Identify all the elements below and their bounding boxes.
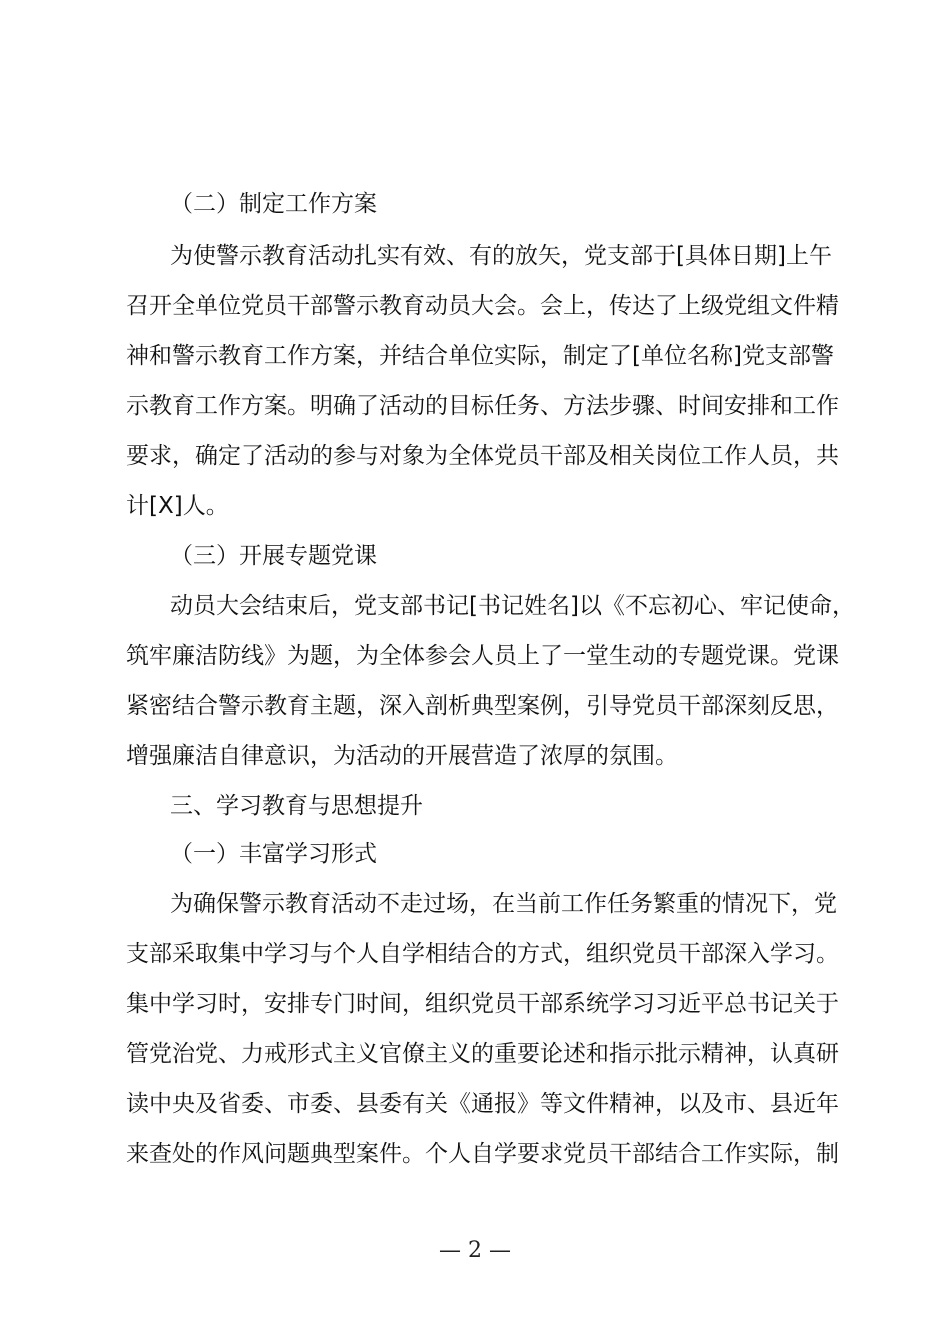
paragraph-line: 示教育工作方案。明确了活动的目标任务、方法步骤、时间安排和工作 [126, 393, 839, 419]
paragraph-line: 为使警示教育活动扎实有效、有的放矢，党支部于[具体日期]上午 [170, 243, 832, 269]
section-heading-1: （一）丰富学习形式 [170, 841, 377, 867]
paragraph-line: 动员大会结束后，党支部书记[书记姓名]以《不忘初心、牢记使命， [170, 593, 855, 619]
paragraph-line: 支部采取集中学习与个人自学相结合的方式，组织党员干部深入学习。 [126, 941, 839, 967]
paragraph-line: 紧密结合警示教育主题，深入剖析典型案例，引导党员干部深刻反思， [126, 693, 839, 719]
paragraph-line: 筑牢廉洁防线》为题，为全体参会人员上了一堂生动的专题党课。党课 [126, 643, 839, 669]
paragraph-line: 集中学习时，安排专门时间，组织党员干部系统学习习近平总书记关于 [126, 991, 839, 1017]
paragraph-line: 管党治党、力戒形式主义官僚主义的重要论述和指示批示精神，认真研 [126, 1041, 839, 1067]
paragraph-line: 计[X]人。 [126, 493, 229, 519]
section-heading-3: （三）开展专题党课 [170, 543, 377, 569]
paragraph-line: 召开全单位党员干部警示教育动员大会。会上，传达了上级党组文件精 [126, 293, 839, 319]
page-number: — 2 — [439, 1238, 511, 1263]
paragraph-line: 来查处的作风问题典型案件。个人自学要求党员干部结合工作实际，制 [126, 1141, 839, 1167]
paragraph-line: 为确保警示教育活动不走过场，在当前工作任务繁重的情况下，党 [170, 891, 837, 917]
section-heading-2: （二）制定工作方案 [170, 191, 377, 217]
paragraph-line: 要求，确定了活动的参与对象为全体党员干部及相关岗位工作人员，共 [126, 443, 839, 469]
chapter-heading: 三、学习教育与思想提升 [170, 793, 423, 819]
paragraph-line: 读中央及省委、市委、县委有关《通报》等文件精神，以及市、县近年 [126, 1091, 839, 1117]
paragraph-line: 神和警示教育工作方案，并结合单位实际，制定了[单位名称]党支部警 [126, 343, 834, 369]
paragraph-line: 增强廉洁自律意识，为活动的开展营造了浓厚的氛围。 [126, 743, 678, 769]
